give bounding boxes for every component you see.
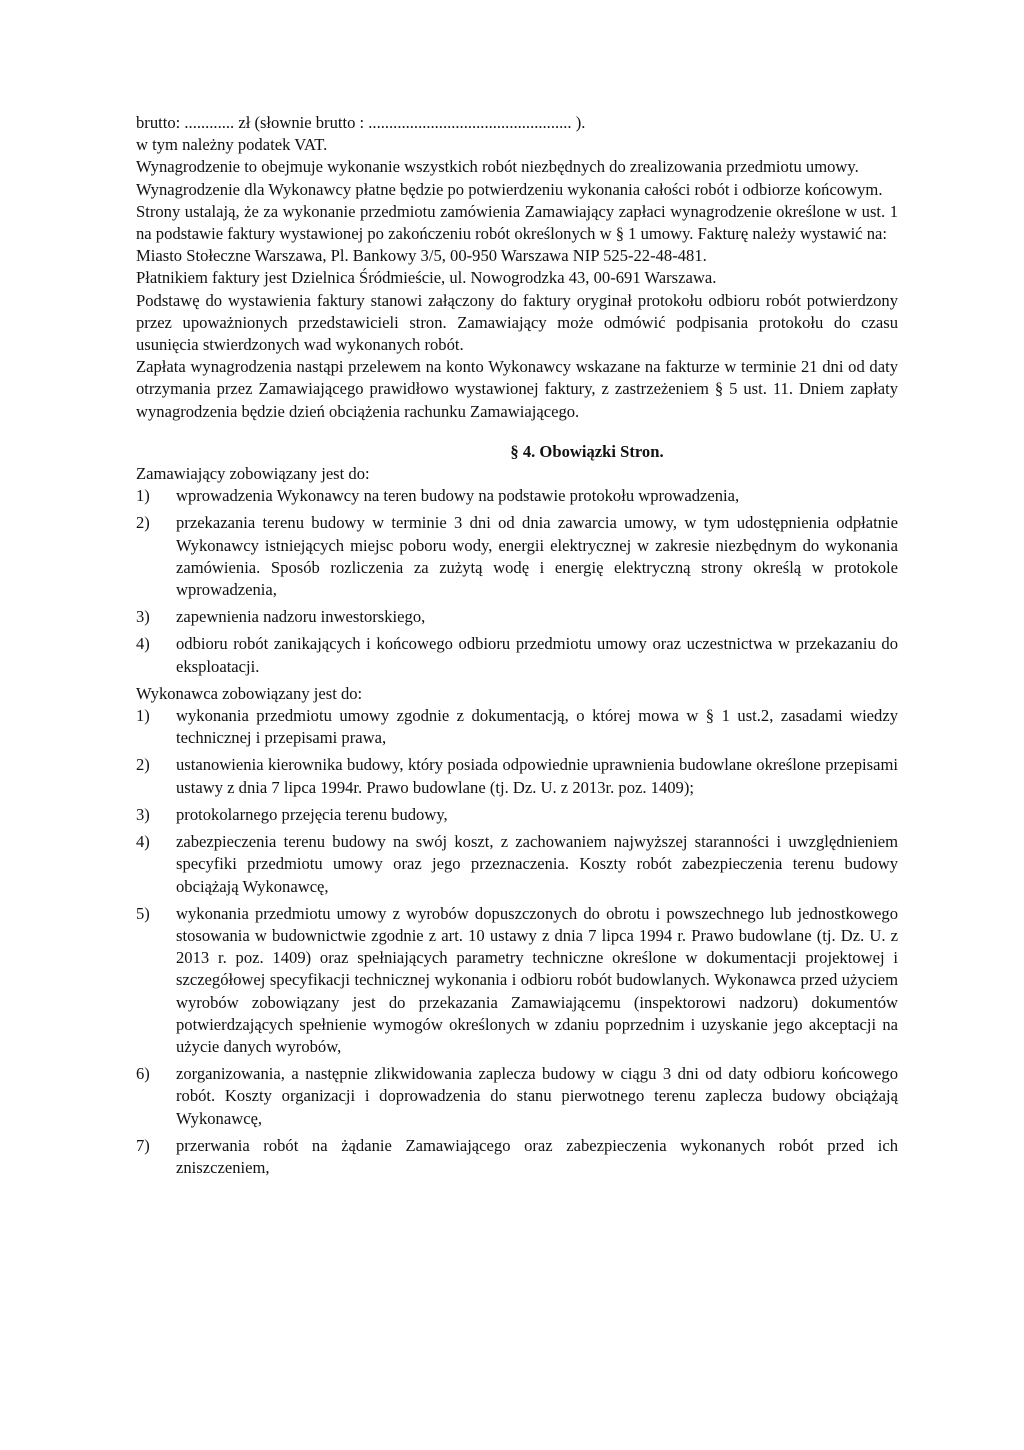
contractor-obligations-list bbox=[136, 705, 898, 1179]
section-heading: § 4. Obowiązki Stron. bbox=[510, 441, 664, 461]
document-content bbox=[136, 112, 898, 1184]
list-item-text: wykonania przedmiotu umowy zgodnie z dokumentacją, o której mowa w § 1 ust.2, zasadami wiedzy technicznej i przepisami prawa, bbox=[176, 706, 898, 748]
list-item-text: zorganizowania, a następnie zlikwidowania zaplecza budowy w ciągu 3 dni od daty odbioru końcowego robót. Koszty organizacji i doprowadzenia do stanu pierwotnego terenu zaplecza budowy obciążają Wykonawcę, bbox=[176, 1064, 898, 1128]
remuneration-payable: Wynagrodzenie dla Wykonawcy płatne będzie po potwierdzeniu wykonania całości robót i odbiorze końcowym. bbox=[136, 179, 883, 199]
list-item bbox=[136, 831, 898, 898]
list-item-text: odbioru robót zanikających i końcowego odbioru przedmiotu umowy oraz uczestnictwa w przekazaniu do eksploatacji. bbox=[176, 634, 898, 676]
list-item-text: zapewnienia nadzoru inwestorskiego, bbox=[176, 607, 426, 627]
contractor-obligations-intro: Wykonawca zobowiązany jest do: bbox=[136, 683, 363, 703]
remuneration-agreement: Strony ustalają, że za wykonanie przedmiotu zamówienia Zamawiający zapłaci wynagrodzenie określone w ust. 1 na podstawie faktury wystawionej po zakończeniu robót określonych w § 1 umowy. Fakturę należy wystawić na: bbox=[136, 201, 898, 244]
list-item-number: 3) bbox=[136, 607, 150, 627]
list-item-text: wykonania przedmiotu umowy z wyrobów dopuszczonych do obrotu i powszechnego lub jednostkowego stosowania w budownictwie zgodnie z art. 10 ustawy z dnia 7 lipca 1994 r. Prawo budowlane (tj. Dz. U. z 2013 r. poz. 1409) oraz spełniających parametry techniczne określone w dokumentacji projektowej i szczegółowej specyfikacji technicznej wykonania i odbioru robót budowlanych. Wykonawca przed użyciem wyrobów zobowiązany jest do przekazania Zamawiającemu (inspektorowi nadzoru) dokumentów potwierdzających spełnienie wymogów określonych w zdaniu poprzednim i uzyskanie jego akceptacji na użycie danych wyrobów, bbox=[176, 903, 898, 1056]
invoice-buyer: Miasto Stołeczne Warszawa, Pl. Bankowy 3/5, 00-950 Warszawa NIP 525-22-48-481. bbox=[136, 246, 707, 266]
list-item bbox=[136, 804, 898, 826]
list-item bbox=[136, 1135, 898, 1179]
client-obligations-list bbox=[136, 485, 898, 678]
list-item bbox=[136, 705, 898, 749]
list-item-number: 3) bbox=[136, 804, 150, 824]
invoice-payer: Płatnikiem faktury jest Dzielnica Śródmieście, ul. Nowogrodzka 43, 00-691 Warszawa. bbox=[136, 268, 717, 288]
list-item-number: 4) bbox=[136, 832, 150, 852]
list-item-number: 1) bbox=[136, 706, 150, 726]
list-item bbox=[136, 1063, 898, 1130]
list-item-number: 7) bbox=[136, 1135, 150, 1155]
list-item-text: protokolarnego przejęcia terenu budowy, bbox=[176, 804, 448, 824]
list-item bbox=[136, 606, 898, 628]
list-item-number: 1) bbox=[136, 486, 150, 506]
brutto-text: brutto: ............ zł (słownie brutto : ................................................. ). bbox=[136, 113, 586, 132]
list-item bbox=[136, 485, 898, 507]
list-item-text: wprowadzenia Wykonawcy na teren budowy na podstawie protokołu wprowadzenia, bbox=[176, 486, 740, 506]
list-item bbox=[136, 754, 898, 798]
list-item bbox=[136, 903, 898, 1058]
list-item-number: 6) bbox=[136, 1064, 150, 1084]
invoice-basis: Podstawę do wystawienia faktury stanowi załączony do faktury oryginał protokołu odbioru robót potwierdzony przez upoważnionych przedstawicieli stron. Zamawiający może odmówić podpisania protokołu do czasu usunięcia stwierdzonych wad wykonanych robót. bbox=[136, 290, 898, 355]
list-item bbox=[136, 512, 898, 601]
list-item bbox=[136, 633, 898, 677]
client-obligations-intro: Zamawiający zobowiązany jest do: bbox=[136, 464, 370, 484]
list-item-number: 5) bbox=[136, 903, 150, 923]
list-item-text: przerwania robót na żądanie Zamawiającego oraz zabezpieczenia wykonanych robót przed ich zniszczeniem, bbox=[176, 1135, 898, 1177]
list-item-text: przekazania terenu budowy w terminie 3 dni od dnia zawarcia umowy, w tym udostępnienia odpłatnie Wykonawcy istniejących miejsc poboru wody, energii elektrycznej w zakresie niezbędnym do wykonania zamówienia. Sposób rozliczenia za zużytą wodę i energię elektryczną strony określą w protokole wprowadzenia, bbox=[176, 513, 898, 600]
brutto-line bbox=[136, 112, 898, 134]
remuneration-scope: Wynagrodzenie to obejmuje wykonanie wszystkich robót niezbędnych do zrealizowania przedmiotu umowy. bbox=[136, 157, 859, 177]
payment-terms: Zapłata wynagrodzenia nastąpi przelewem na konto Wykonawcy wskazane na fakturze w terminie 21 dni od daty otrzymania przez Zamawiającego prawidłowo wystawionej faktury, z zastrzeżeniem § 5 ust. 11. Dniem zapłaty wynagrodzenia będzie dzień obciążenia rachunku Zamawiającego. bbox=[136, 357, 898, 421]
list-item-number: 2) bbox=[136, 513, 150, 533]
list-item-number: 4) bbox=[136, 634, 150, 654]
vat-note: w tym należny podatek VAT. bbox=[136, 135, 328, 155]
list-item-text: ustanowienia kierownika budowy, który posiada odpowiednie uprawnienia budowlane określone przepisami ustawy z dnia 7 lipca 1994r. Prawo budowlane (tj. Dz. U. z 2013r. poz. 1409); bbox=[176, 755, 898, 797]
list-item-text: zabezpieczenia terenu budowy na swój koszt, z zachowaniem najwyższej staranności i uwzględnieniem specyfiki przedmiotu umowy oraz jego przeznaczenia. Koszty robót zabezpieczenia terenu budowy obciążają Wykonawcę, bbox=[176, 832, 898, 896]
list-item-number: 2) bbox=[136, 755, 150, 775]
